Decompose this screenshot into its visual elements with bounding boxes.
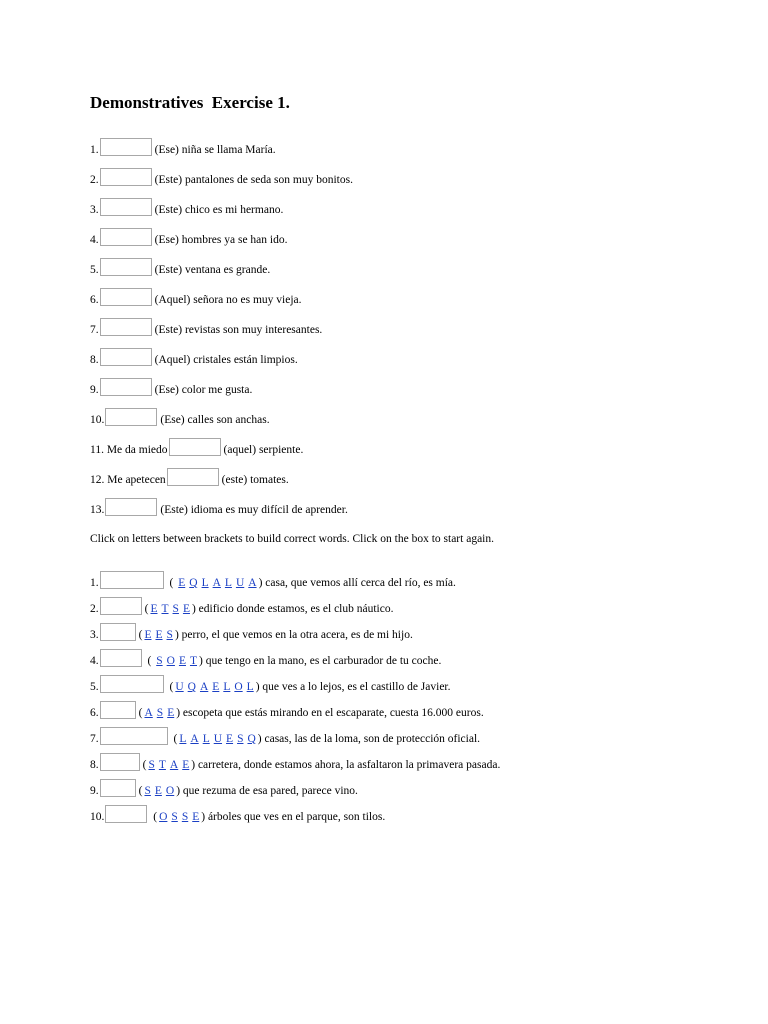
item-rest: ) que rezuma de esa pared, parece vino.	[176, 785, 358, 797]
exercise-row	[90, 250, 270, 276]
item-hint: (Este) pantalones de seda son muy bonitos.	[154, 174, 353, 186]
item-rest: ) casas, las de la loma, son de protección oficial.	[257, 733, 481, 745]
letter-link[interactable]: O	[234, 681, 243, 693]
item-number: 9.	[90, 785, 99, 797]
letter-link[interactable]: A	[212, 577, 221, 589]
exercise-row	[90, 430, 303, 456]
exercise-row	[90, 160, 353, 186]
item-number: 8.	[90, 759, 99, 771]
answer-input[interactable]	[100, 378, 152, 396]
letter-link[interactable]: E	[167, 707, 175, 719]
item-hint: (Este) ventana es grande.	[154, 264, 271, 276]
open-bracket: (	[170, 733, 178, 745]
open-bracket: (	[144, 603, 149, 615]
item-number: 7.	[90, 733, 99, 745]
item-rest: ) casa, que vemos allí cerca del río, es mía.	[258, 577, 456, 589]
letter-link[interactable]: O	[159, 811, 168, 823]
answer-input[interactable]	[100, 228, 152, 246]
letter-link[interactable]: L	[202, 733, 210, 745]
item-number: 2.	[90, 174, 99, 186]
exercise-row	[90, 130, 276, 156]
answer-input[interactable]	[100, 168, 152, 186]
letter-link[interactable]: S	[237, 733, 244, 745]
item-hint: (este) tomates.	[221, 474, 289, 486]
word-box[interactable]	[100, 675, 164, 693]
letter-link[interactable]: E	[182, 603, 190, 615]
item-number: 1.	[90, 144, 99, 156]
letter-link[interactable]: E	[178, 577, 186, 589]
scramble-letters	[142, 707, 176, 719]
letter-link[interactable]: S	[181, 811, 189, 823]
letter-link[interactable]: Q	[189, 577, 198, 589]
item-rest: ) perro, el que vemos en la otra acera, es de mi hijo.	[174, 629, 413, 641]
letter-link[interactable]: E	[192, 811, 200, 823]
item-hint: (Ese) niña se llama María.	[154, 144, 276, 156]
scramble-row	[90, 615, 413, 641]
letter-link[interactable]: L	[223, 681, 231, 693]
letter-link[interactable]: L	[201, 577, 209, 589]
item-number: 5.	[90, 681, 99, 693]
letter-link[interactable]: U	[235, 577, 245, 589]
letter-link[interactable]: A	[169, 759, 179, 771]
letter-link[interactable]: E	[212, 681, 220, 693]
scramble-letters	[154, 655, 199, 667]
item-hint: (Ese) calles son anchas.	[160, 414, 270, 426]
scramble-letters	[142, 629, 174, 641]
letter-link[interactable]: E	[154, 785, 162, 797]
page-title: Demonstratives Exercise 1.	[90, 93, 290, 112]
open-bracket: (	[144, 655, 155, 667]
letter-link[interactable]: S	[171, 811, 178, 823]
item-rest: ) que tengo en la mano, es el carburador de tu coche.	[199, 655, 442, 667]
item-number: 7.	[90, 324, 99, 336]
letter-link[interactable]: E	[150, 603, 158, 615]
item-number: 5.	[90, 264, 99, 276]
item-rest: ) escopeta que estás mirando en el escaparate, cuesta 16.000 euros.	[176, 707, 484, 719]
item-rest: ) que ves a lo lejos, es el castillo de Javier.	[255, 681, 451, 693]
word-box[interactable]	[100, 571, 164, 589]
scramble-letters	[146, 759, 191, 771]
word-box[interactable]	[100, 623, 136, 641]
item-number: 3.	[90, 629, 99, 641]
item-number: 4.	[90, 655, 99, 667]
answer-input[interactable]	[100, 288, 152, 306]
answer-input[interactable]	[167, 468, 219, 486]
item-hint: (Ese) color me gusta.	[154, 384, 253, 396]
item-hint: (Este) chico es mi hermano.	[154, 204, 284, 216]
scramble-letters	[148, 603, 192, 615]
item-number: 1.	[90, 577, 99, 589]
item-rest: ) árboles que ves en el parque, son tilos.	[201, 811, 386, 823]
item-number: 11. Me da miedo	[90, 444, 168, 456]
scramble-letters	[177, 733, 257, 745]
item-number: 3.	[90, 204, 99, 216]
open-bracket: (	[142, 759, 147, 771]
scramble-row	[90, 641, 441, 667]
answer-input[interactable]	[105, 498, 157, 516]
scramble-row	[90, 797, 385, 823]
letter-link[interactable]: T	[189, 655, 197, 667]
letter-link[interactable]: E	[226, 733, 234, 745]
item-hint: (Aquel) cristales están limpios.	[154, 354, 298, 366]
letter-link[interactable]: A	[248, 577, 257, 589]
open-bracket: (	[138, 629, 143, 641]
exercise-row	[90, 370, 252, 396]
letter-link[interactable]: S	[172, 603, 179, 615]
letter-link[interactable]: U	[175, 681, 184, 693]
item-rest: ) carretera, donde estamos ahora, la asfaltaron la primavera pasada.	[191, 759, 501, 771]
word-box[interactable]	[100, 727, 168, 745]
item-hint: (aquel) serpiente.	[223, 444, 304, 456]
open-bracket: (	[138, 785, 143, 797]
letter-link[interactable]: A	[190, 733, 199, 745]
letter-link[interactable]: S	[156, 707, 164, 719]
letter-link[interactable]: T	[158, 759, 166, 771]
letter-link[interactable]: A	[144, 707, 153, 719]
exercise-row	[90, 460, 289, 486]
letter-link[interactable]: L	[179, 733, 187, 745]
item-hint: (Aquel) señora no es muy vieja.	[154, 294, 302, 306]
answer-input[interactable]	[100, 198, 152, 216]
item-number: 6.	[90, 294, 99, 306]
open-bracket: (	[138, 707, 143, 719]
item-number: 10.	[90, 414, 105, 426]
scramble-row	[90, 745, 500, 771]
exercise-row	[90, 280, 302, 306]
item-number: 4.	[90, 234, 99, 246]
item-number: 10.	[90, 811, 105, 823]
instructions: Click on letters between brackets to build correct words. Click on the box to start again.	[90, 533, 494, 545]
letter-link[interactable]: S	[144, 785, 151, 797]
exercise-row	[90, 220, 287, 246]
scramble-row	[90, 563, 456, 589]
scramble-row	[90, 667, 451, 693]
item-hint: (Este) revistas son muy interesantes.	[154, 324, 323, 336]
word-box[interactable]	[100, 597, 142, 615]
letter-link[interactable]: U	[213, 733, 223, 745]
letter-link[interactable]: L	[246, 681, 254, 693]
answer-input[interactable]	[100, 348, 152, 366]
letter-link[interactable]: S	[156, 655, 163, 667]
answer-input[interactable]	[105, 408, 157, 426]
exercise-row	[90, 190, 283, 216]
answer-input[interactable]	[100, 258, 152, 276]
item-number: 8.	[90, 354, 99, 366]
item-number: 12. Me apetecen	[90, 474, 166, 486]
scramble-letters	[176, 577, 258, 589]
exercise-row	[90, 490, 348, 516]
item-number: 6.	[90, 707, 99, 719]
item-hint: (Este) idioma es muy difícil de aprender.	[160, 504, 348, 516]
scramble-letters	[157, 811, 201, 823]
open-bracket: (	[150, 811, 158, 823]
scramble-row	[90, 771, 358, 797]
letter-link[interactable]: O	[166, 655, 175, 667]
exercise-row	[90, 340, 298, 366]
item-rest: ) edificio donde estamos, es el club náutico.	[191, 603, 394, 615]
answer-input[interactable]	[100, 318, 152, 336]
letter-link[interactable]: L	[224, 577, 232, 589]
letter-link[interactable]: Q	[247, 733, 256, 745]
letter-link[interactable]: E	[155, 629, 163, 641]
item-number: 2.	[90, 603, 99, 615]
scramble-letters	[173, 681, 255, 693]
item-number: 13.	[90, 504, 105, 516]
word-box[interactable]	[100, 701, 136, 719]
scramble-row	[90, 719, 480, 745]
letter-link[interactable]: Q	[187, 681, 196, 693]
open-bracket: (	[166, 577, 177, 589]
word-box[interactable]	[100, 649, 142, 667]
exercise-row	[90, 400, 270, 426]
word-box[interactable]	[100, 753, 140, 771]
letter-link[interactable]: E	[182, 759, 190, 771]
letter-link[interactable]: S	[166, 629, 173, 641]
answer-input[interactable]	[100, 138, 152, 156]
answer-input[interactable]	[169, 438, 221, 456]
letter-link[interactable]: E	[178, 655, 186, 667]
open-bracket: (	[166, 681, 174, 693]
letter-link[interactable]: E	[144, 629, 152, 641]
scramble-row	[90, 589, 393, 615]
letter-link[interactable]: S	[148, 759, 155, 771]
scramble-row	[90, 693, 484, 719]
letter-link[interactable]: A	[199, 681, 209, 693]
letter-link[interactable]: T	[161, 603, 169, 615]
exercise-row	[90, 310, 322, 336]
word-box[interactable]	[100, 779, 136, 797]
letter-link[interactable]: O	[165, 785, 175, 797]
scramble-letters	[142, 785, 176, 797]
word-box[interactable]	[105, 805, 147, 823]
item-hint: (Ese) hombres ya se han ido.	[154, 234, 288, 246]
item-number: 9.	[90, 384, 99, 396]
